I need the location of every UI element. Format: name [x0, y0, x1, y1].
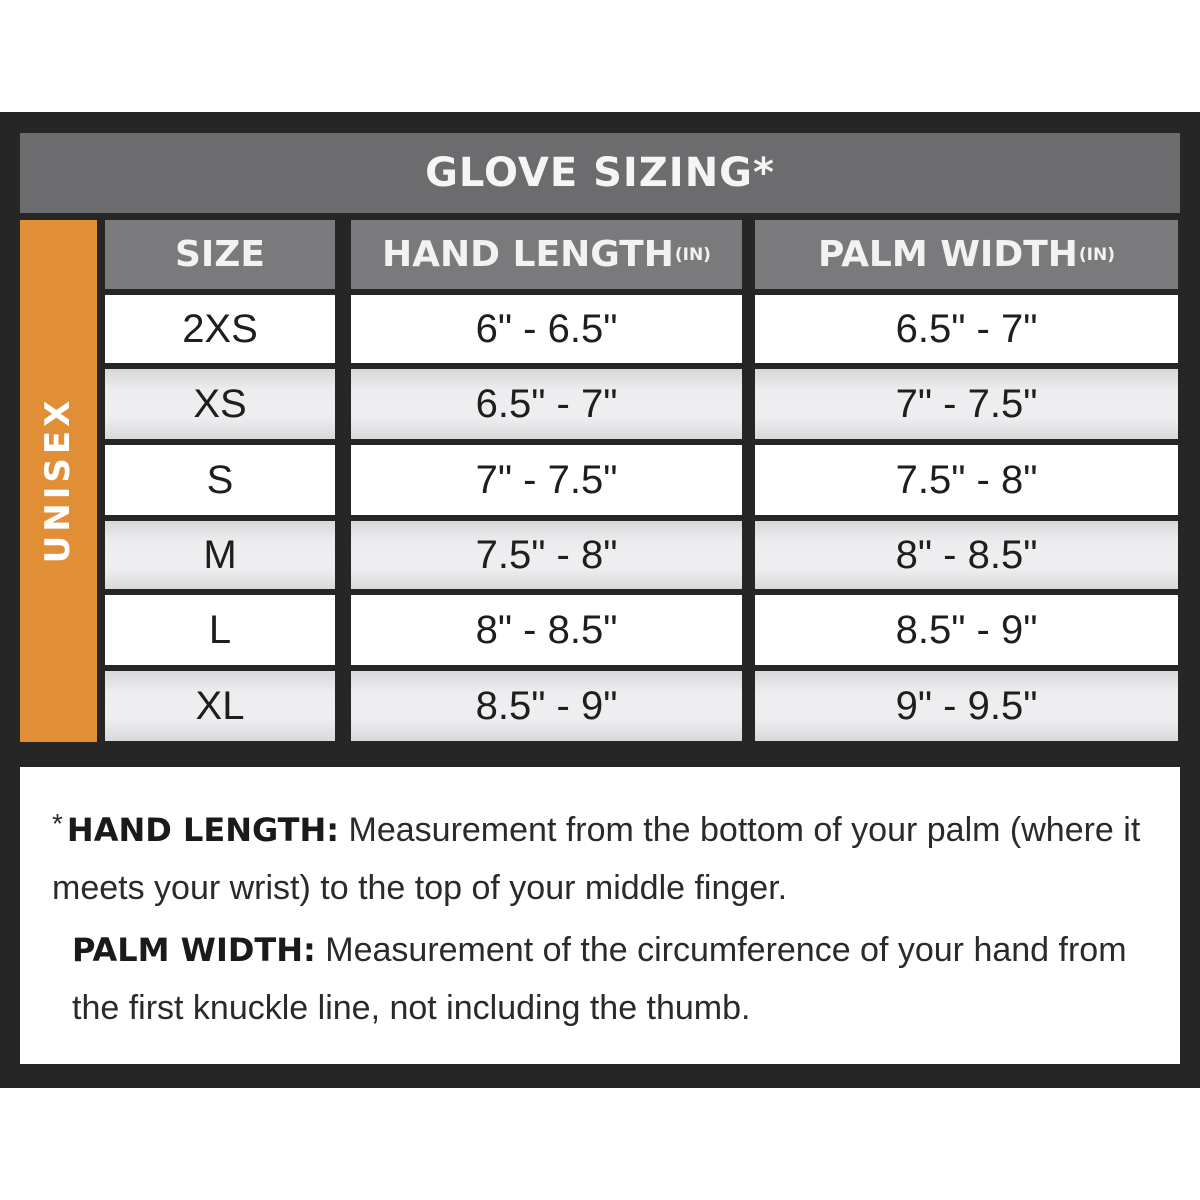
- palm-width-description: Measurement of the circumference of your hand from the first knuckle line, not including the thumb.: [72, 931, 1127, 1027]
- hand-length-term: HAND LENGTH:: [66, 811, 340, 849]
- palm-width-term: PALM WIDTH:: [72, 931, 316, 969]
- chart-title: GLOVE SIZING*: [20, 133, 1180, 213]
- size-cell: XS: [105, 369, 335, 439]
- hand-length-description: Measurement from the bottom of your palm (where it meets your wrist) to the top of your middle finger.: [52, 811, 1141, 907]
- palm-width-cell: 8" - 8.5": [755, 521, 1178, 589]
- hand-length-note: [52, 795, 1162, 917]
- header-hand-length-unit: (IN): [674, 244, 711, 265]
- header-palm-width: [755, 220, 1178, 289]
- palm-width-cell: 8.5" - 9": [755, 595, 1178, 665]
- palm-width-cell: 7.5" - 8": [755, 445, 1178, 515]
- hand-length-cell: 7" - 7.5": [351, 445, 742, 515]
- notes-box: [20, 767, 1180, 1064]
- hand-length-cell: 6.5" - 7": [351, 369, 742, 439]
- palm-width-cell: 7" - 7.5": [755, 369, 1178, 439]
- header-palm-width-label: PALM WIDTH: [817, 234, 1078, 275]
- hand-length-cell: 7.5" - 8": [351, 521, 742, 589]
- unisex-label: UNISEX: [38, 396, 78, 564]
- hand-length-cell: 8" - 8.5": [351, 595, 742, 665]
- palm-width-cell: 6.5" - 7": [755, 295, 1178, 363]
- size-cell: 2XS: [105, 295, 335, 363]
- palm-width-cell: 9" - 9.5": [755, 671, 1178, 741]
- size-cell: M: [105, 521, 335, 589]
- size-cell: S: [105, 445, 335, 515]
- header-palm-width-unit: (IN): [1078, 244, 1115, 265]
- header-hand-length: [351, 220, 742, 289]
- footnote-star: *: [52, 808, 63, 839]
- size-cell: L: [105, 595, 335, 665]
- header-hand-length-label: HAND LENGTH: [382, 234, 674, 275]
- header-size-label: SIZE: [174, 234, 266, 275]
- size-cell: XL: [105, 671, 335, 741]
- hand-length-cell: 6" - 6.5": [351, 295, 742, 363]
- palm-width-note: [72, 921, 1182, 1037]
- hand-length-cell: 8.5" - 9": [351, 671, 742, 741]
- header-size: [105, 220, 335, 289]
